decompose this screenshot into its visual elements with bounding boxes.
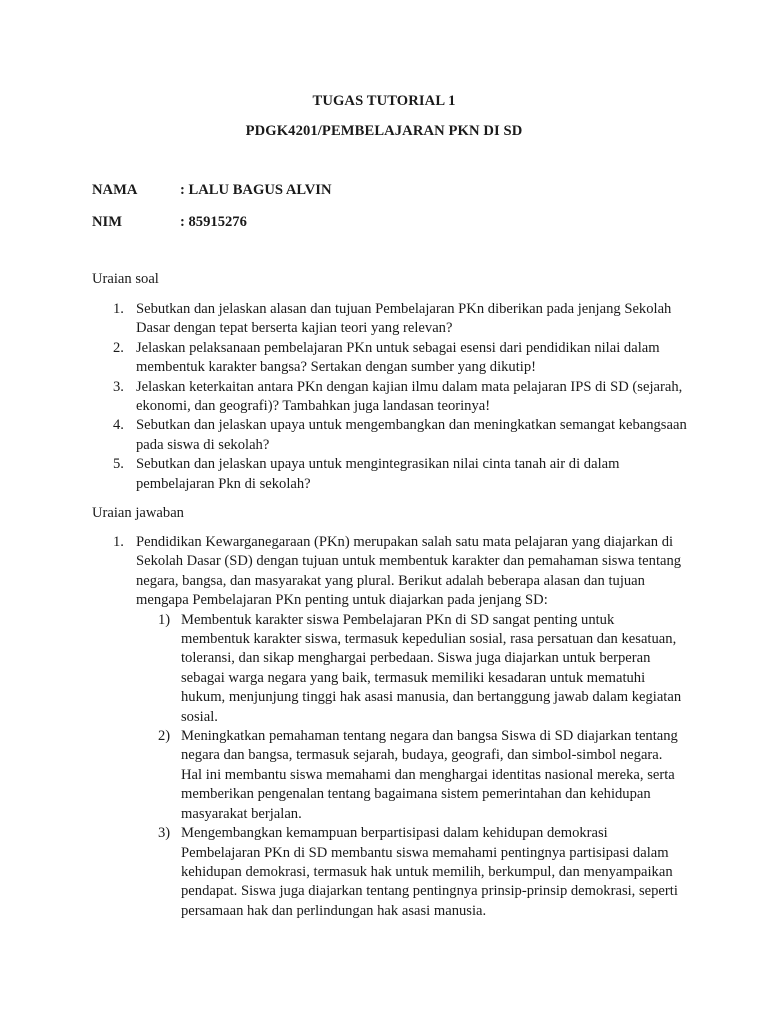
list-item	[92, 455, 692, 494]
questions-heading: Uraian soal	[92, 271, 159, 287]
point-text: Meningkatkan pemahaman tentang negara dan bangsa Siswa di SD diajarkan tentang negara dan bangsa, termasuk sejarah, budaya, geografi, dan simbol-simbol negara. Hal ini membantu siswa memahami dan menghargai identitas nasional mereka, serta memberikan pengenalan tentang bagaimana sistem pemerintahan dan kehidupan masyarakat berjalan.	[181, 728, 678, 822]
point-number: 1)	[158, 611, 171, 628]
question-text: Sebutkan dan jelaskan upaya untuk mengintegrasikan nilai cinta tanah air di dalam pembelajaran Pkn di sekolah?	[136, 456, 620, 492]
question-text: Sebutkan dan jelaskan alasan dan tujuan Pembelajaran PKn diberikan pada jenjang Sekolah Dasar dengan tepat berserta kajian teori yang relevan?	[136, 301, 672, 337]
point-text: Membentuk karakter siswa Pembelajaran PKn di SD sangat penting untuk membentuk karakter siswa, termasuk kepedulian sosial, rasa persatuan dan kesatuan, toleransi, dan sikap menghargai perbedaan. Siswa juga diajarkan untuk berperan sebagai warga negara yang baik, termasuk memiliki kesadaran untuk mematuhi hukum, menjunjung tinggi hak asasi manusia, dan bertanggung jawab dalam kegiatan sosial.	[181, 611, 682, 725]
answers-heading: Uraian jawaban	[92, 505, 184, 521]
list-item	[92, 533, 692, 921]
list-item	[92, 416, 692, 455]
student-nim-row	[92, 214, 247, 231]
list-item	[92, 378, 692, 417]
point-number: 3)	[158, 825, 171, 842]
question-text: Sebutkan dan jelaskan upaya untuk mengembangkan dan meningkatkan semangat kebangsaan pada siswa di sekolah?	[136, 417, 687, 453]
question-text: Jelaskan pelaksanaan pembelajaran PKn untuk sebagai esensi dari pendidikan nilai dalam membentuk karakter bangsa? Sertakan dengan sumber yang dikutip!	[136, 339, 660, 376]
question-text: Jelaskan keterkaitan antara PKn dengan kajian ilmu dalam mata pelajaran IPS di SD (sejarah, ekonomi, dan geografi)? Tambahkan juga landasan teorinya!	[136, 378, 683, 415]
answer-number: 1.	[113, 534, 124, 550]
name-label: NAMA	[92, 182, 138, 198]
list-item	[136, 824, 692, 921]
nim-label: NIM	[92, 214, 122, 230]
list-item	[136, 727, 692, 824]
question-number: 1.	[113, 301, 124, 317]
nim-value: : 85915276	[180, 214, 247, 230]
name-value: : LALU BAGUS ALVIN	[180, 182, 332, 198]
question-number: 2.	[113, 339, 124, 356]
answers-list	[92, 533, 692, 921]
question-number: 4.	[113, 417, 124, 434]
list-item	[92, 300, 692, 339]
point-number: 2)	[158, 728, 171, 745]
student-name-row	[92, 182, 332, 199]
answer-points-list	[136, 611, 692, 922]
course-title: PDGK4201/PEMBELAJARAN PKN DI SD	[245, 123, 523, 139]
answer-intro: Pendidikan Kewarganegaraan (PKn) merupakan salah satu mata pelajaran yang diajarkan di Sekolah Dasar (SD) dengan tujuan untuk membentuk karakter dan pemahaman siswa tentang negara, bangsa, dan masyarakat yang plural. Berikut adalah beberapa alasan dan tujuan mengapa Pembelajaran PKn penting untuk diajarkan pada jenjang SD:	[136, 534, 682, 609]
question-number: 3.	[113, 378, 124, 395]
list-item	[92, 339, 692, 378]
list-item	[136, 611, 692, 727]
questions-list	[92, 300, 692, 494]
question-number: 5.	[113, 456, 124, 473]
document-title: TUGAS TUTORIAL 1	[312, 93, 456, 109]
point-text: Mengembangkan kemampuan berpartisipasi dalam kehidupan demokrasi Pembelajaran PKn di SD membantu siswa memahami pentingnya partisipasi dalam kehidupan demokrasi, termasuk hak untuk memilih, berkumpul, dan menyampaikan pendapat. Siswa juga diajarkan tentang pentingnya prinsip-prinsip demokrasi, seperti persamaan hak dan perlindungan hak asasi manusia.	[181, 825, 678, 919]
